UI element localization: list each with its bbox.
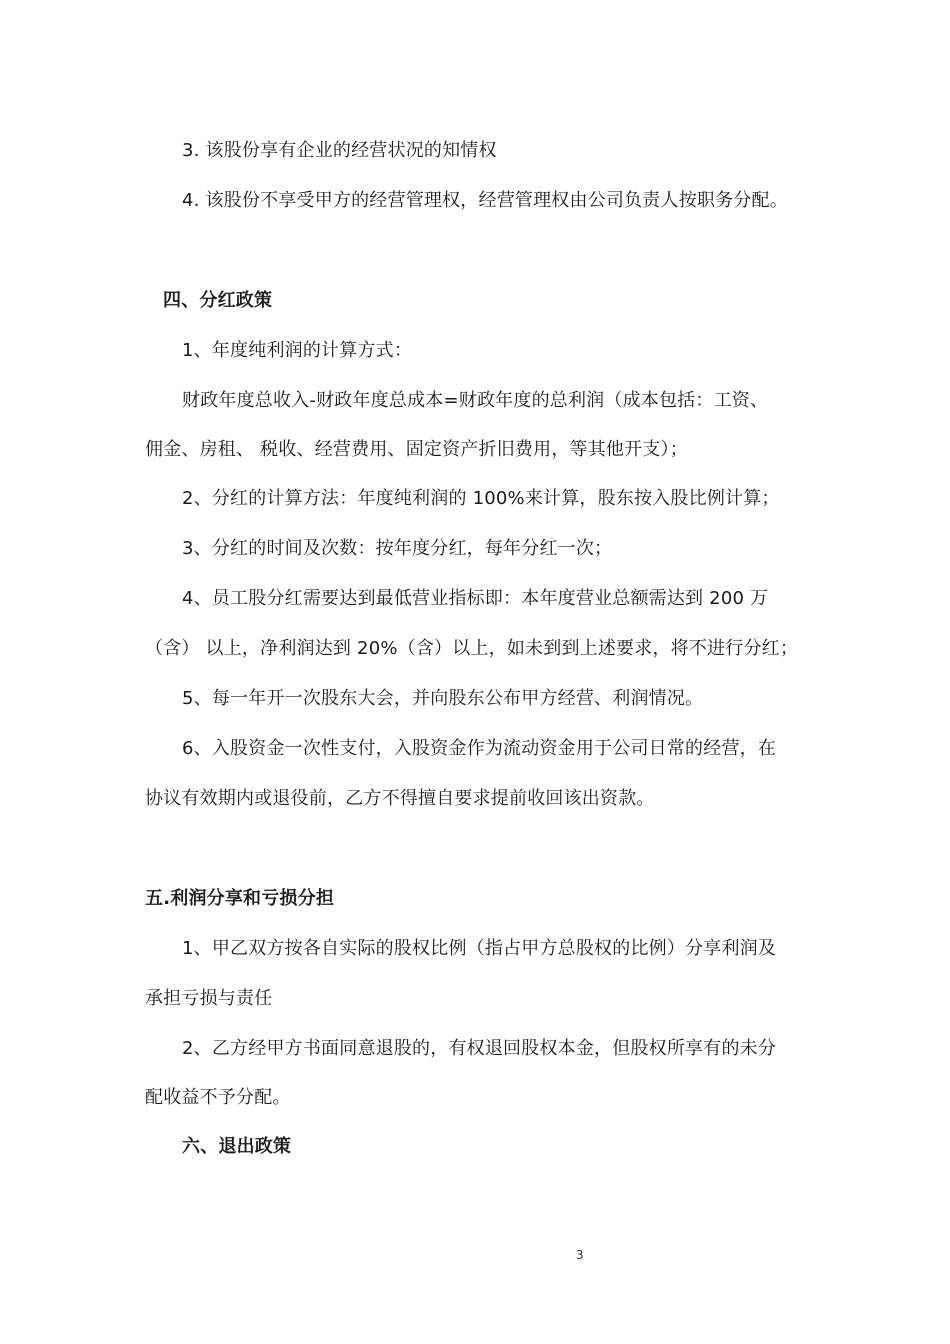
dividend-item-1-title: 1、年度纯利润的计算方式： (182, 340, 413, 361)
dividend-item-5: 5、每一年开一次股东大会，并向股东公布甲方经营、利润情况。 (182, 688, 704, 709)
dividend-item-2: 2、分红的计算方法：年度纯利润的 100%来计算，股东按入股比例计算； (182, 488, 780, 509)
clause-4-no-management-right: 4. 该股份不享受甲方的经营管理权，经营管理权由公司负责人按职务分配。 (182, 190, 788, 211)
dividend-item-6-line-1: 6、入股资金一次性支付，入股资金作为流动资金用于公司日常的经营，在 (182, 738, 777, 759)
profit-item-2-line-2: 配收益不予分配。 (145, 1087, 291, 1108)
section-heading-exit-policy: 六、退出政策 (182, 1136, 292, 1157)
dividend-item-3: 3、分红的时间及次数：按年度分红，每年分红一次； (182, 538, 613, 559)
page-number: 3 (576, 1248, 584, 1262)
profit-item-2-line-1: 2、乙方经甲方书面同意退股的，有权退回股权本金，但股权所享有的未分 (182, 1038, 777, 1059)
profit-item-1-line-2: 承担亏损与责任 (145, 988, 273, 1009)
dividend-item-4-line-1: 4、员工股分红需要达到最低营业指标即：本年度营业总额需达到 200 万 (182, 588, 769, 609)
clause-3-right-to-know: 3. 该股份享有企业的经营状况的知情权 (182, 140, 497, 161)
section-heading-dividend-policy: 四、分红政策 (163, 290, 273, 311)
dividend-item-1-formula-line-2: 佣金、房租、 税收、经营费用、固定资产折旧费用，等其他开支）； (145, 439, 688, 460)
section-heading-profit-loss-sharing: 五.利润分享和亏损分担 (145, 888, 335, 909)
dividend-item-6-line-2: 协议有效期内或退役前，乙方不得擅自要求提前收回该出资款。 (145, 788, 655, 809)
dividend-item-4-line-2: （含） 以上，净利润达到 20%（含）以上，如未到到上述要求，将不进行分红； (145, 638, 799, 659)
dividend-item-1-formula-line-1: 财政年度总收入-财政年度总成本=财政年度的总利润（成本包括：工资、 (182, 390, 769, 411)
profit-item-1-line-1: 1、甲乙双方按各自实际的股权比例（指占甲方总股权的比例）分享利润及 (182, 938, 777, 959)
